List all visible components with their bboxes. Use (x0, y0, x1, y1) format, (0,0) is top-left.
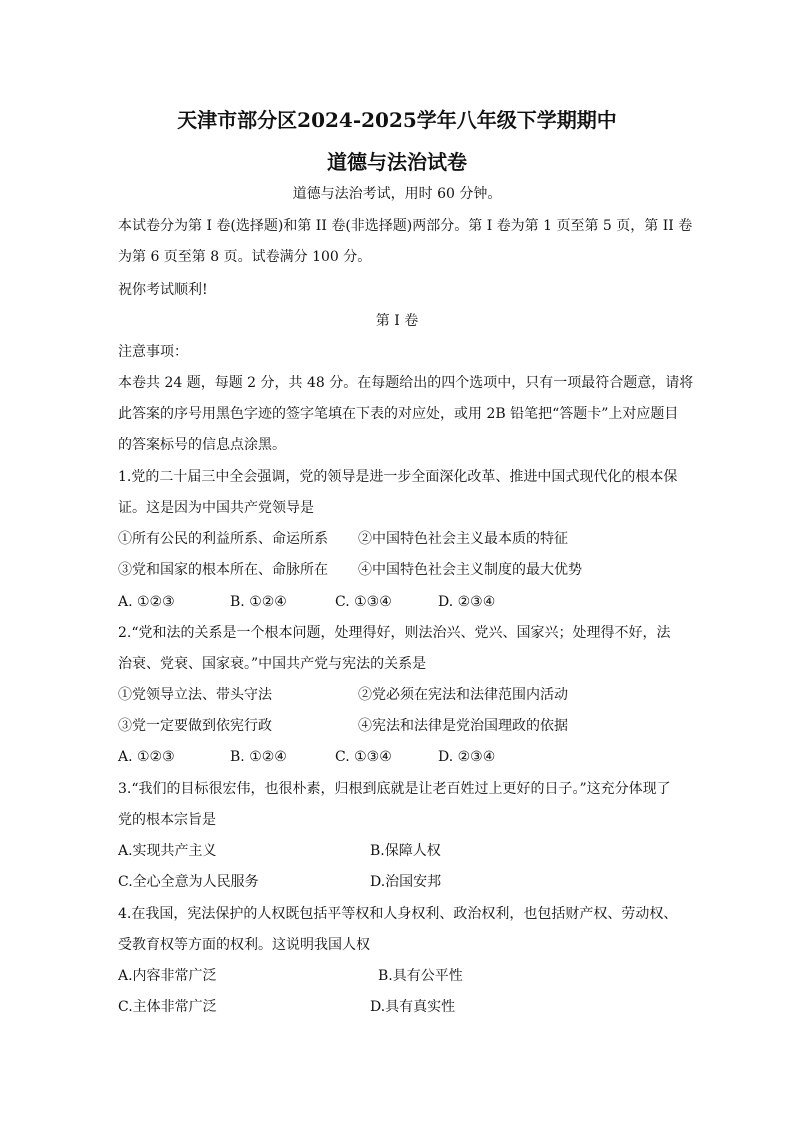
statement-item: ④宪法和法律是党治国理政的依据 (358, 718, 568, 734)
question-stem: 2.“党和法的关系是一个根本问题，处理得好，则法治兴、党兴、国家兴；处理得不好，法 (118, 625, 671, 641)
statement-item: ②中国特色社会主义最本质的特征 (358, 531, 568, 547)
notice-line: 此答案的序号用黑色字迹的签字笔填在下表的对应处，或用 2B 铅笔把“答题卡”上对应题目 (118, 406, 679, 422)
answer-option: A. ①②③ (118, 594, 175, 610)
exam-title: 天津市部分区2024-2025学年八年级下学期期中 (177, 108, 617, 132)
question-stem: 1.党的二十届三中全会强调，党的领导是进一步全面深化改革、推进中国式现代化的根本保 (118, 469, 678, 485)
answer-option: A.实现共产主义 (118, 843, 217, 859)
statement-item: ①党领导立法、带头守法 (118, 687, 272, 703)
notice-heading: 注意事项： (118, 344, 188, 360)
exam-duration-note: 道德与法治考试，用时 60 分钟。 (292, 186, 502, 202)
answer-option: C. ①③④ (335, 749, 392, 765)
answer-option: C. ①③④ (335, 594, 392, 610)
answer-option: D. ②③④ (438, 749, 496, 765)
answer-option: A. ①②③ (118, 749, 175, 765)
answer-option: D.具有真实性 (370, 999, 456, 1015)
question-stem: 党的根本宗旨是 (118, 812, 216, 828)
answer-option: B.具有公平性 (378, 968, 463, 984)
good-luck-note: 祝你考试顺利! (118, 282, 208, 298)
question-stem: 4.在我国，宪法保护的人权既包括平等权和人身权利、政治权利，也包括财产权、劳动权、 (118, 906, 678, 922)
question-stem: 3.“我们的目标很宏伟，也很朴素，归根到底就是让老百姓过上更好的日子。”这充分体现了 (118, 781, 671, 797)
statement-item: ③党和国家的根本所在、命脉所在 (118, 562, 328, 578)
statement-item: ③党一定要做到依宪行政 (118, 718, 272, 734)
section-title: 第 I 卷 (375, 313, 419, 329)
answer-option: D. ②③④ (438, 594, 496, 610)
answer-option: C.主体非常广泛 (118, 999, 217, 1015)
question-stem: 证。这是因为中国共产党领导是 (118, 500, 314, 516)
question-stem: 受教育权等方面的权利。这说明我国人权 (118, 937, 370, 953)
answer-option: B. ①②④ (230, 749, 287, 765)
answer-option: B. ①②④ (230, 594, 287, 610)
statement-item: ②党必须在宪法和法律范围内活动 (358, 687, 568, 703)
intro-line: 为第 6 页至第 8 页。试卷满分 100 分。 (118, 249, 372, 265)
answer-option: C.全心全意为人民服务 (118, 874, 259, 890)
answer-option: B.保障人权 (370, 843, 441, 859)
exam-subject-title: 道德与法治试卷 (327, 150, 467, 174)
answer-option: A.内容非常广泛 (118, 968, 217, 984)
intro-line: 本试卷分为第 I 卷(选择题)和第 II 卷(非选择题)两部分。第 I 卷为第 1 页至第 5 页，第 II 卷 (118, 218, 693, 234)
notice-line: 本卷共 24 题，每题 2 分，共 48 分。在每题给出的四个选项中，只有一项最符合题意，请将 (118, 375, 694, 391)
notice-line: 的答案标号的信息点涂黑。 (118, 437, 286, 453)
question-stem: 治衰、党衰、国家衰。”中国共产党与宪法的关系是 (118, 656, 427, 672)
statement-item: ④中国特色社会主义制度的最大优势 (358, 562, 582, 578)
statement-item: ①所有公民的利益所系、命运所系 (118, 531, 328, 547)
answer-option: D.治国安邦 (370, 874, 442, 890)
